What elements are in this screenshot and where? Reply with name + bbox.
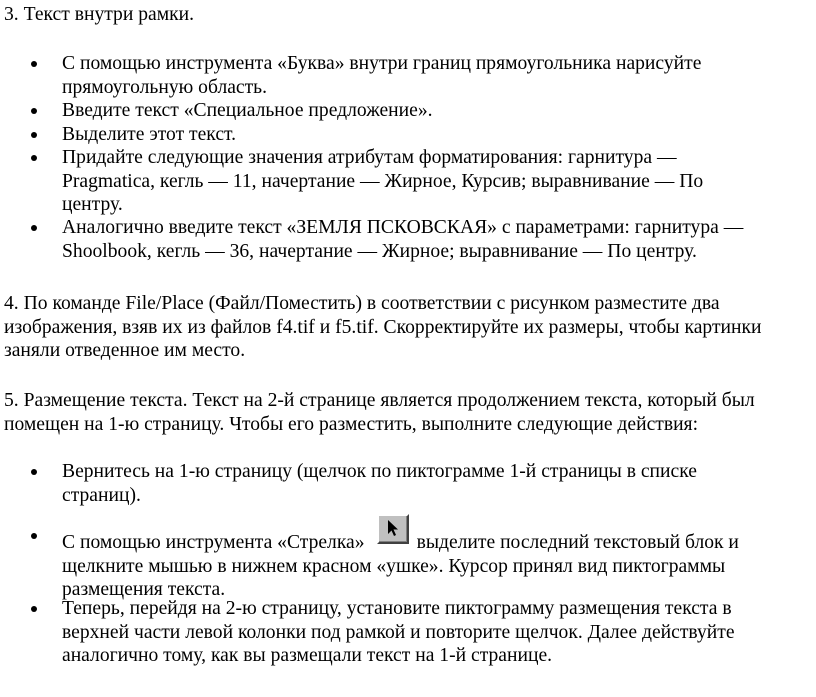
list-item-line: Придайте следующие значения атрибутам форматирования: гарнитура —: [62, 147, 677, 168]
list-item-line: Вернитесь на 1-ю страницу (щелчок по пиктограмме 1-й страницы в списке: [62, 461, 697, 482]
list-item-line: аналогично тому, как вы размещали текст на 1-й странице.: [62, 645, 553, 666]
list-item: [0, 123, 816, 146]
bullet-dot-icon: [31, 108, 37, 114]
bullet-dot-icon: [31, 155, 37, 161]
paragraph-line: 4. По команде File/Place (Файл/Поместить) в соответствии с рисунком разместите два: [4, 293, 720, 314]
bullet-dot-icon: [31, 132, 37, 138]
list-item-line: Shoolbook, кегль — 36, начертание — Жирное; выравнивание — По центру.: [62, 240, 697, 262]
section-5-paragraph: [4, 389, 816, 436]
list-item-line: размещения текста.: [62, 579, 226, 600]
paragraph-line: 5. Размещение текста. Текст на 2-й странице является продолжением текста, который был: [4, 390, 755, 411]
section-4-paragraph: [4, 292, 816, 363]
list-item-line: Теперь, перейдя на 2-ю страницу, установите пиктограмму размещения текста в: [62, 598, 732, 619]
list-item: [0, 99, 816, 123]
arrow-pointer-tool-icon: [377, 514, 409, 544]
bullet-dot-icon: [31, 61, 37, 67]
list-item-line: щелкните мышью в нижнем красном «ушке». Курсор принял вид пиктограммы: [62, 555, 726, 577]
list-item-text: С помощью инструмента «Стрелка»: [62, 532, 365, 553]
list-item-line: Введите текст «Специальное предложение».: [62, 100, 433, 121]
list-item-line: прямоугольную область.: [62, 76, 268, 98]
list-item-line: верхней части левой колонки под рамкой и повторите щелчок. Далее действуйте: [62, 621, 735, 643]
paragraph-line: заняли отведенное им место.: [4, 340, 246, 361]
list-item: [0, 597, 816, 667]
section-5-list: [0, 460, 816, 667]
list-item-line: [62, 524, 816, 555]
list-item-line: С помощью инструмента «Буква» внутри границ прямоугольника нарисуйте: [62, 53, 702, 74]
list-item-text: выделите последний текстовый блок и: [416, 532, 739, 553]
bullet-dot-icon: [31, 533, 37, 539]
list-item: [0, 524, 816, 600]
section-3-heading: 3. Текст внутри рамки.: [4, 4, 195, 25]
bullet-dot-icon: [31, 606, 37, 612]
list-item: [0, 216, 816, 263]
bullet-dot-icon: [31, 469, 37, 475]
paragraph-line: помещен на 1-ю страницу. Чтобы его разместить, выполните следующие действия:: [4, 413, 699, 435]
list-item-line: страниц).: [62, 484, 141, 506]
list-item: [0, 52, 816, 99]
list-item-line: Аналогично введите текст «ЗЕМЛЯ ПСКОВСКАЯ» с параметрами: гарнитура —: [62, 217, 744, 238]
paragraph-line: изображения, взяв их из файлов f4.tif и f5.tif. Скорректируйте их размеры, чтобы картинки: [4, 316, 762, 338]
list-item-line: Выделите этот текст.: [62, 124, 237, 145]
list-item-line: центру.: [62, 194, 123, 215]
list-item-line: Pragmatica, кегль — 11, начертание — Жирное, Курсив; выравнивание — По: [62, 170, 704, 192]
list-item: [0, 146, 816, 216]
section-3-list: [0, 52, 816, 263]
bullet-dot-icon: [31, 225, 37, 231]
